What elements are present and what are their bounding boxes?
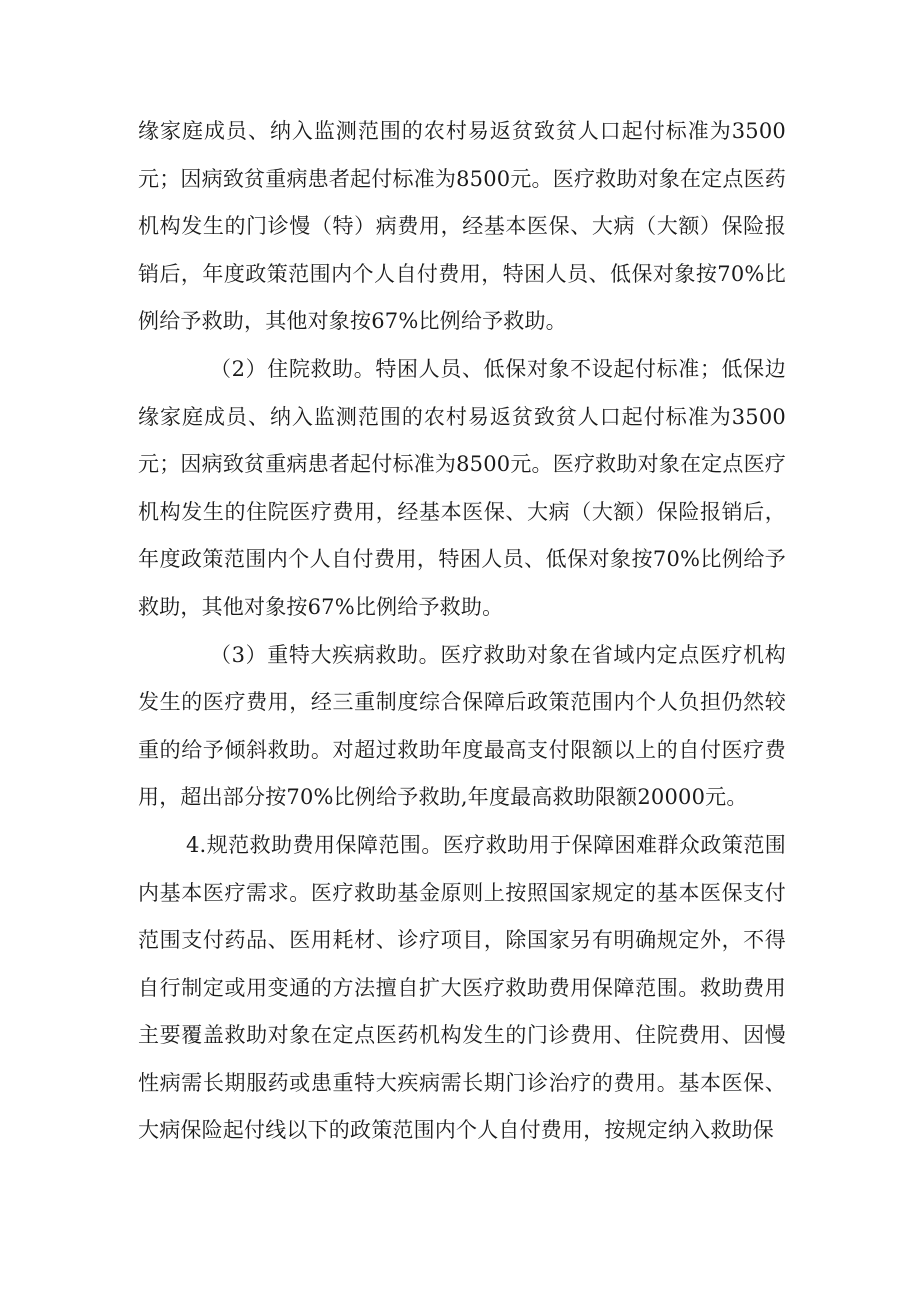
paragraph-inpatient-assistance: （2）住院救助。特困人员、低保对象不设起付标准；低保边缘家庭成员、纳入监测范围的农村易返贫致贫人口起付标准为3500元；因病致贫重病患者起付标准为8500元。医疗救助对象在定点医疗机构发生的住院医疗费用，经基本医保、大病（大额）保险报销后，年度政策范围内个人自付费用，特困人员、低保对象按70%比例给予救助，其他对象按67%比例给予救助。 xyxy=(138,356,786,619)
document-body xyxy=(138,108,786,1155)
paragraph-outpatient-continuation: 缘家庭成员、纳入监测范围的农村易返贫致贫人口起付标准为3500元；因病致贫重病患者起付标准为8500元。医疗救助对象在定点医药机构发生的门诊慢（特）病费用，经基本医保、大病（大额）保险报销后，年度政策范围内个人自付费用，特困人员、低保对象按70%比例给予救助，其他对象按67%比例给予救助。 xyxy=(138,119,786,334)
paragraph-coverage-scope: 4.规范救助费用保障范围。医疗救助用于保障困难群众政策范围内基本医疗需求。医疗救助基金原则上按照国家规定的基本医保支付范围支付药品、医用耗材、诊疗项目，除国家另有明确规定外，不得自行制定或用变通的方法擅自扩大医疗救助费用保障范围。救助费用主要覆盖救助对象在定点医药机构发生的门诊费用、住院费用、因慢性病需长期服药或患重特大疾病需长期门诊治疗的费用。基本医保、大病保险起付线以下的政策范围内个人自付费用，按规定纳入救助保 xyxy=(138,832,786,1143)
paragraph-major-disease-assistance: （3）重特大疾病救助。医疗救助对象在省域内定点医疗机构发生的医疗费用，经三重制度综合保障后政策范围内个人负担仍然较重的给予倾斜救助。对超过救助年度最高支付限额以上的自付医疗费用，超出部分按70%比例给予救助,年度最高救助限额20000元。 xyxy=(138,642,786,810)
